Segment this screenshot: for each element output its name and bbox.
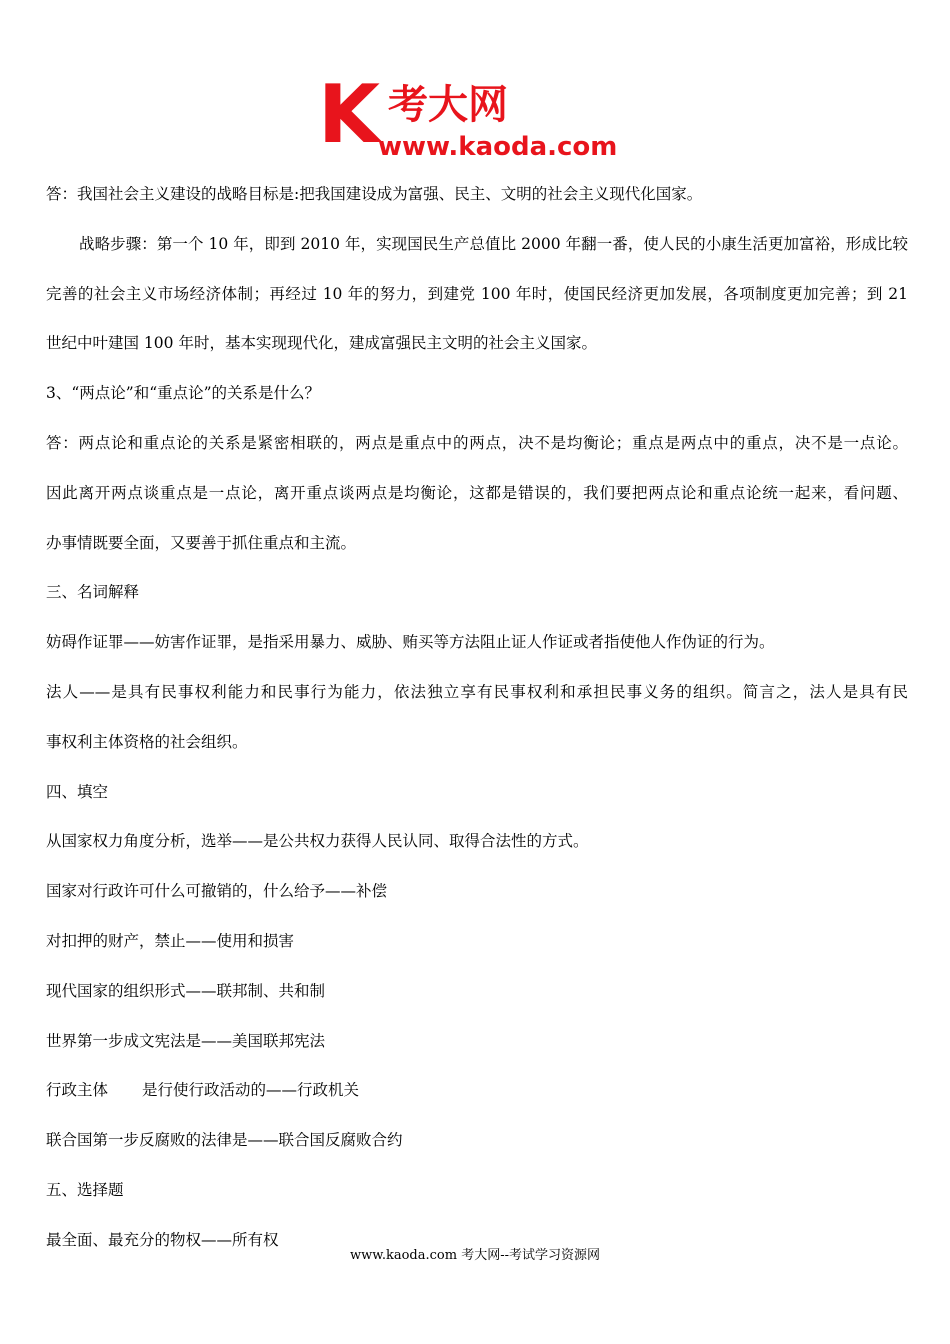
strategic-steps-line-1: 战略步骤：第一个 10 年，即到 2010 年，实现国民生产总值比 2000 年翻一番，使人民的小康生活更加富裕，形成比较 bbox=[79, 234, 908, 253]
term-legal-person-line-2: 事权利主体资格的社会组织。 bbox=[46, 732, 248, 751]
logo-url: www.kaoda.com bbox=[378, 132, 618, 160]
question-3: 3、“两点论”和“重点论”的关系是什么？ bbox=[46, 384, 321, 403]
term-legal-person-line-1: 法人——是具有民事权利能力和民事行为能力，依法独立享有民事权利和承担民事义务的组织。简言之，法人是具有民 bbox=[46, 682, 908, 701]
administrative-subject-term: 行政主体 bbox=[46, 1081, 109, 1100]
term-obstruction-of-testimony: 妨碍作证罪——妨害作证罪，是指采用暴力、威胁、贿买等方法阻止证人作证或者指使他人作伪证的行为。 bbox=[46, 633, 775, 652]
logo-chinese-name: 考大网 bbox=[388, 82, 508, 128]
choice-ownership: 最全面、最充分的物权——所有权 bbox=[46, 1230, 279, 1249]
fill-in-administrative-subject bbox=[46, 1066, 908, 1116]
strategic-steps-line-2: 完善的社会主义市场经济体制；再经过 10 年的努力，到建党 100 年时，使国民经济更加发展，各项制度更加完善；到 21 bbox=[46, 284, 908, 303]
logo-letter: K bbox=[318, 78, 380, 160]
fill-in-election: 从国家权力角度分析，选举——是公共权力获得人民认同、取得合法性的方式。 bbox=[46, 832, 589, 851]
section-heading-terms: 三、名词解释 bbox=[46, 583, 140, 602]
fill-in-first-constitution: 世界第一步成文宪法是——美国联邦宪法 bbox=[46, 1031, 326, 1050]
logo-graphic bbox=[318, 78, 638, 160]
answer-3-line-2: 因此离开两点谈重点是一点论，离开重点谈两点是均衡论，这都是错误的，我们要把两点论和重点论统一起来，看问题、 bbox=[46, 483, 908, 502]
fill-in-un-anti-corruption: 联合国第一步反腐败的法律是——联合国反腐败合约 bbox=[46, 1131, 403, 1150]
answer-3-line-1: 答：两点论和重点论的关系是紧密相联的，两点是重点中的两点，决不是均衡论；重点是两点中的重点，决不是一点论。 bbox=[46, 433, 908, 452]
section-heading-multiple-choice: 五、选择题 bbox=[46, 1180, 124, 1199]
section-heading-fill-in: 四、填空 bbox=[46, 782, 109, 801]
document-body bbox=[46, 170, 908, 1266]
administrative-subject-answer: 是行使行政活动的——行政机关 bbox=[142, 1081, 360, 1100]
answer-3-line-3: 办事情既要全面，又要善于抓住重点和主流。 bbox=[46, 533, 357, 552]
answer-strategic-goal: 答：我国社会主义建设的战略目标是:把我国建设成为富强、民主、文明的社会主义现代化国家。 bbox=[46, 185, 703, 203]
fill-in-state-organization: 现代国家的组织形式——联邦制、共和制 bbox=[46, 981, 326, 1000]
strategic-steps-line-3: 世纪中叶建国 100 年时，基本实现现代化，建成富强民主文明的社会主义国家。 bbox=[46, 334, 597, 353]
fill-in-administrative-license: 国家对行政许可什么可撤销的，什么给予——补偿 bbox=[46, 882, 388, 901]
page-footer: www.kaoda.com 考大网--考试学习资源网 bbox=[350, 1248, 600, 1263]
kaoda-logo bbox=[318, 78, 638, 160]
fill-in-seized-property: 对扣押的财产，禁止——使用和损害 bbox=[46, 931, 295, 950]
